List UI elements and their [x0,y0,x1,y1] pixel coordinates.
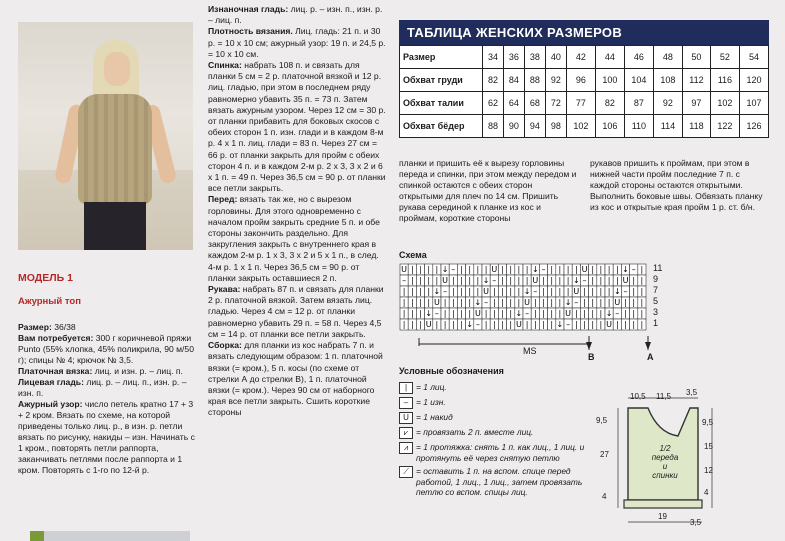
size-cell: 36 [503,46,524,69]
chart-symbol: | [501,287,504,296]
size-cell: 104 [624,69,653,92]
chart-symbol: | [460,309,463,318]
chart-symbol: | [435,265,439,274]
chart-symbol: | [468,287,472,296]
chart-symbol: | [402,287,406,296]
chart-symbol: | [509,265,513,274]
legend-symbol: – [399,397,413,409]
chart-symbol: | [419,276,422,285]
chart-symbol: | [410,276,414,285]
chart-symbol: | [484,320,488,329]
size-cell: 98 [545,115,566,138]
size-cell: 46 [624,46,653,69]
chart-symbol: | [419,309,422,318]
chart-symbol: U [474,309,481,318]
chart-symbol: | [591,265,595,274]
chart-symbol: | [550,265,554,274]
dim-right-1: 9,5 [702,418,714,427]
legend-symbol: ⩘ [399,442,413,454]
chart-symbol: | [591,298,595,307]
chart-symbol: – [566,320,571,329]
size-table [399,20,769,138]
size-cell: 50 [682,46,710,69]
chart-symbol: | [410,309,414,318]
legend-title: Условные обозначения [399,366,504,376]
model-title: МОДЕЛЬ 1 [18,272,73,284]
chart-symbol: | [566,265,570,274]
chart-symbol: | [615,276,619,285]
chart-symbol: | [427,287,431,296]
chart-symbol: U [532,276,539,285]
size-cell: 97 [682,92,710,115]
dim-top-1: 10,5 [630,392,646,401]
chart-symbol: | [410,320,414,329]
size-cell: 54 [739,46,768,69]
size-cell: 44 [595,46,624,69]
model-subtitle: Ажурный топ [18,296,81,307]
size-row [400,69,769,92]
chart-symbol: | [591,309,595,318]
size-cell: 42 [566,46,595,69]
chart-symbol: ↓ [622,265,629,274]
legend-text: = 1 протяжка: снять 1 п. как лиц., 1 лиц. и протянуть её через снятую петлю [416,442,585,463]
chart-symbol: | [410,265,414,274]
size-cell: 108 [653,69,682,92]
model-photo [18,22,193,250]
legend-symbol: ⟋ [399,466,413,478]
legend [399,382,594,501]
chart-symbol: | [599,287,603,296]
chart-symbol: U [622,276,629,285]
chart-symbol: | [451,320,455,329]
size-cell: 112 [682,69,710,92]
chart-symbol: | [558,287,562,296]
size-cell: 87 [624,92,653,115]
chart-symbol: | [607,287,611,296]
size-cell: 82 [595,92,624,115]
legend-symbol: ⩗ [399,427,413,439]
chart-symbol: | [460,287,463,296]
ms-label: MS [523,346,537,356]
legend-item [399,427,594,439]
chart-symbol: ↓ [515,309,523,318]
chart-symbol: | [591,276,595,285]
chart-symbol: | [517,298,521,307]
chart-symbol: – [615,309,620,318]
chart-symbol: | [583,309,586,318]
chart-symbol: | [435,320,439,329]
chart-symbol: | [632,287,636,296]
chart-symbol: | [451,298,455,307]
chart-symbol: | [517,287,521,296]
chart-symbol: | [509,298,513,307]
chart-symbol: – [525,309,530,318]
size-cell: 107 [739,92,768,115]
chart-row-number: 1 [653,318,659,328]
dim-bottom-2: 3,5 [690,518,702,527]
pattern-diagram [596,388,728,538]
chart-symbol: | [419,298,422,307]
chart-symbol: | [410,298,414,307]
chart-symbol: | [492,298,496,307]
legend-symbol: U [399,412,413,424]
chart-symbol: ↓ [572,276,580,285]
dim-left-3: 4 [602,492,607,501]
chart-symbol: – [631,265,636,274]
dim-right-4: 4 [704,488,709,497]
chart-symbol: | [542,298,545,307]
legend-item [399,397,594,409]
chart-symbol: ↓ [564,298,572,307]
chart-symbol: ↓ [613,287,621,296]
chart-symbol: | [640,287,644,296]
chart-symbol: | [632,276,636,285]
chart-symbol: – [623,287,628,296]
chart-symbol: | [574,265,578,274]
chart-symbol: | [501,298,504,307]
chart-symbol: – [434,309,439,318]
size-cell: 102 [566,115,595,138]
chart-symbol: | [591,287,595,296]
chart-symbol: | [542,309,545,318]
chart-symbol: | [566,287,570,296]
size-row-label: Обхват груди [400,69,483,92]
chart-symbol: ↓ [605,309,613,318]
legend-item [399,412,594,424]
chart-symbol: | [476,287,480,296]
chart-symbol: | [599,320,603,329]
size-cell: 40 [545,46,566,69]
chart-symbol: U [515,320,522,329]
size-cell: 84 [503,69,524,92]
size-cell: 88 [483,115,504,138]
chart-symbol: U [524,298,531,307]
chart-symbol: | [550,298,554,307]
chart-symbol: | [615,265,619,274]
chart-symbol: | [501,309,504,318]
chart-symbol: – [541,265,546,274]
chart-symbol: | [640,320,644,329]
chart-symbol: | [484,265,488,274]
chart-symbol: | [525,320,529,329]
chart-symbol: U [606,320,613,329]
page-corner-decoration [0,528,200,541]
size-cell: 90 [503,115,524,138]
size-cell: 116 [710,69,739,92]
chart-row-number: 7 [653,285,659,295]
size-row [400,115,769,138]
chart-symbol: | [509,320,513,329]
chart-symbol: | [558,298,562,307]
chart-row-number: 3 [653,307,659,317]
chart-symbol: | [583,298,586,307]
chart-symbol: ↓ [531,265,539,274]
chart-symbol: | [525,276,529,285]
size-cell: 114 [653,115,682,138]
chart-symbol: | [542,287,545,296]
legend-item [399,466,594,498]
chart-symbol: ↓ [523,287,531,296]
knitting-chart [399,263,651,345]
chart-symbol: | [624,298,627,307]
chart-symbol: | [558,265,562,274]
chart-row-number: 9 [653,274,659,284]
chart-symbol: | [468,276,472,285]
chart-symbol: | [460,276,463,285]
chart-symbol: U [614,298,621,307]
chart-symbol: | [583,320,586,329]
chart-symbol: | [435,276,439,285]
chart-symbol: | [427,276,431,285]
right-text-1: планки и пришить её к вырезу горловины переда и спинки, при этом между передом и спинкой остаются с обеих сторон открытыми для плеч по 14 см. Пришить рукава серединой к планке из кос и проймам, короткие стороны [399,158,577,223]
chart-symbol: U [565,309,572,318]
chart-symbol: | [402,309,406,318]
size-cell: 106 [595,115,624,138]
legend-item [399,382,594,394]
chart-row-number: 5 [653,296,659,306]
chart-symbol: ↓ [425,309,433,318]
size-row [400,92,769,115]
size-cell: 94 [524,115,545,138]
chart-symbol: | [501,265,504,274]
chart-symbol: | [451,276,455,285]
chart-symbol: | [427,298,431,307]
legend-text: = оставить 1 п. на вспом. спице перед работой, 1 лиц., 1 лиц., затем провязать петлю со вспом. спицы лиц. [416,466,583,497]
chart-symbol: | [558,276,562,285]
left-instructions: Размер: 36/38 Вам потребуется: 300 г коричневой пряжи Punto (55% хлопка, 45% поликрила, 90 м/50 г); спицы № 4; крючок № 3,5. Платочная вязка: лиц. и изн. р. – лиц. п. Лицевая гладь: лиц. р. – лиц. п., изн. р. – изн. п. Ажурный узор: число петель кратно 17 + 3 + 2 кром. Вязать по схеме, на которой приведены только лиц. р., в изн. р. петли вязать по рисунку, накиды – изн. Начинать с 1 кром., повторять петли раппорта, заканчивать петлями после раппорта и 1 кром. Повторять с 1-го по 12-й р. [18,322,195,475]
chart-symbol: ↓ [441,265,449,274]
chart-symbol: U [491,265,498,274]
chart-symbol: | [451,287,455,296]
chart-symbol: | [591,320,595,329]
size-cell: 122 [710,115,739,138]
dim-bottom-1: 19 [658,512,667,521]
chart-symbol: – [533,287,538,296]
chart-symbol: | [492,309,496,318]
chart-symbol: | [624,320,627,329]
chart-symbol: ↓ [474,298,482,307]
chart-symbol: | [615,320,619,329]
chart-symbol: | [509,309,513,318]
chart-symbol: | [419,287,422,296]
chart-symbol: – [402,276,407,285]
chart-symbol: | [460,265,463,274]
chart-symbol: | [525,265,529,274]
legend-item [399,442,594,463]
chart-symbol: | [640,276,644,285]
size-cell: 72 [545,92,566,115]
chart-symbol: U [433,298,440,307]
chart-symbol: | [460,320,463,329]
chart-symbol: | [468,309,472,318]
chart-symbol: | [599,298,603,307]
chart-symbol: | [517,276,521,285]
arrow-a-label: A [647,352,654,362]
chart-symbol: | [410,287,414,296]
size-cell: 48 [653,46,682,69]
size-cell: 88 [524,69,545,92]
chart-symbol: ↓ [466,320,474,329]
chart-symbol: | [632,320,636,329]
dim-right-2: 15 [704,442,713,451]
chart-symbol: | [550,320,554,329]
arrow-b-label: B [588,352,595,362]
chart-symbol: | [509,287,513,296]
chart-symbol: | [517,265,521,274]
chart-symbol: | [476,276,480,285]
size-cell: 34 [483,46,504,69]
chart-symbol: | [542,320,545,329]
schema-arrows [399,336,659,356]
chart-symbol: | [492,287,496,296]
chart-symbol: | [599,276,603,285]
dim-left-2: 27 [600,450,609,459]
dim-top-3: 3,5 [686,388,698,397]
chart-symbol: | [550,276,554,285]
chart-symbol: | [558,309,562,318]
chart-symbol: | [640,265,644,274]
size-row [400,46,769,69]
chart-symbol: – [582,276,587,285]
chart-symbol: | [419,320,422,329]
chart-symbol: | [640,298,644,307]
chart-symbol: | [427,265,431,274]
chart-symbol: | [460,298,463,307]
legend-text: = 1 лиц. [416,382,447,392]
pattern-label: 1/2 переда и спинки [651,444,679,480]
chart-symbol: ↓ [433,287,441,296]
chart-symbol: U [483,287,490,296]
size-table-title: ТАБЛИЦА ЖЕНСКИХ РАЗМЕРОВ [399,20,769,45]
chart-symbol: | [599,265,603,274]
legend-text: = 1 изн. [416,397,446,407]
chart-symbol: | [443,298,447,307]
chart-symbol: ↓ [556,320,564,329]
chart-row-number: 11 [653,263,663,273]
chart-symbol: | [624,309,627,318]
chart-symbol: | [419,265,422,274]
size-cell: 92 [545,69,566,92]
chart-symbol: | [468,265,472,274]
size-cell: 110 [624,115,653,138]
chart-symbol: U [573,287,580,296]
chart-symbol: | [501,320,504,329]
legend-text: = 1 накид [416,412,453,422]
schema-label: Схема [399,250,427,260]
chart-symbol: | [607,276,611,285]
chart-symbol: – [574,298,579,307]
chart-symbol: | [402,320,406,329]
size-row-label: Обхват бёдер [400,115,483,138]
chart-symbol: | [607,265,611,274]
chart-symbol: | [501,276,504,285]
size-cell: 126 [739,115,768,138]
size-cell: 120 [739,69,768,92]
chart-symbol: | [468,298,472,307]
chart-symbol: | [566,276,570,285]
chart-symbol: | [533,320,537,329]
chart-symbol: | [632,298,636,307]
size-row-label: Размер [400,46,483,69]
chart-symbol: U [401,265,408,274]
size-cell: 64 [503,92,524,115]
chart-symbol: | [542,276,545,285]
size-cell: 102 [710,92,739,115]
right-text-2: рукавов пришить к проймам, при этом в нижней части пройм последние 7 п. с каждой стороны остаются открытыми. Выполнить боковые швы. Обвязать планку из кос и открытые края пройм 1 р. ст. б/н. [590,158,763,212]
size-cell: 82 [483,69,504,92]
chart-symbol: – [451,265,456,274]
size-cell: 77 [566,92,595,115]
chart-symbol: | [443,309,447,318]
chart-symbol: – [484,298,489,307]
dim-right-3: 12 [704,466,713,475]
chart-symbol: | [509,276,513,285]
chart-symbol: | [492,320,496,329]
chart-symbol: ↓ [482,276,490,285]
chart-symbol: – [475,320,480,329]
size-row-label: Обхват талии [400,92,483,115]
chart-symbol: | [533,298,537,307]
size-cell: 62 [483,92,504,115]
chart-symbol: | [574,309,578,318]
legend-symbol: | [399,382,413,394]
size-cell: 92 [653,92,682,115]
chart-symbol: – [492,276,497,285]
chart-symbol: | [476,265,480,274]
chart-symbol: | [443,320,447,329]
size-cell: 100 [595,69,624,92]
chart-symbol: | [484,309,488,318]
chart-symbol: | [632,309,636,318]
chart-symbol: | [640,309,644,318]
middle-instructions: Изнаночная гладь: лиц. р. – изн. п., изн. р. – лиц. п. Плотность вязания. Лиц. гладь: 21 п. и 30 р. = 10 х 10 см; ажурный узор: 19 п. и 24,5 р. = 10 х 10 см. Спинка: набрать 108 п. и связать для планки 5 см = 2 р. платочной вязкой и 12 р. лиц. гладью, при этом в последнем ряду равномерно убавить 35 п. = 73 п. Затем вязать ажурным узором. Через 12 см = 30 р. от планки прибавить для боковых скосов с обеих сторон 1 п. изн. глади и в каждом 8-м р. 4 х 1 п. лиц. глади = 83 п. Через 27 см = 66 р. от планки закрыть для пройм с обеих сторон 4 п. и в каждом 2-м р. 2 х 3, 3 х 2 и 6 х 1 п. = 49 п. Через 36,5 см = 90 р. от планки все петли закрыть. Перед: вязать так же, но с вырезом горловины. Для этого одновременно с началом пройм закрыть средние 5 п. и обе стороны закончить раздельно. Для закругления закрыть с внутреннего края в каждом 2-м р. 1 х 3, 3 х 2 и 5 х 1 п., в след. 4-м р. 1 х 1 п. Через 36,5 см = 90 р. от планки закрыть оставшиеся 2 п. Рукава: набрать 87 п. и связать для планки 2 р. платочной вязкой. Затем вязать лиц. гладью. Через 4 см = 12 р. от планки равномерно убавить 29 п. = 58 п. Через 4,5 см = 14 р. от планки все петли закрыть. Сборка: для планки из кос набрать 7 п. и вязать следующим образом: 1 п. платочной вязки (= кром.), 5 п. косы (по схеме от стрелки А до стрелки В), 1 п. платочной вязки (= кром.). Через 90 см от наборного края все петли закрыть. Сшить короткие стороны [208,4,386,418]
size-cell: 96 [566,69,595,92]
chart-symbol: | [402,298,406,307]
chart-symbol: | [583,287,586,296]
chart-symbol: | [550,287,554,296]
chart-symbol: | [451,309,455,318]
chart-symbol: | [607,298,611,307]
chart-symbol: | [533,309,537,318]
size-cell: 68 [524,92,545,115]
legend-text: = провязать 2 п. вместе лиц. [416,427,534,437]
dim-top-2: 11,5 [656,392,671,401]
chart-symbol: | [550,309,554,318]
chart-symbol: U [581,265,588,274]
size-cell: 52 [710,46,739,69]
size-cell: 38 [524,46,545,69]
chart-symbol: U [442,276,449,285]
chart-symbol: | [574,320,578,329]
chart-symbol: | [599,309,603,318]
size-cell: 118 [682,115,710,138]
chart-symbol: U [425,320,432,329]
chart-symbol: – [443,287,448,296]
dim-left-1: 9,5 [596,416,608,425]
